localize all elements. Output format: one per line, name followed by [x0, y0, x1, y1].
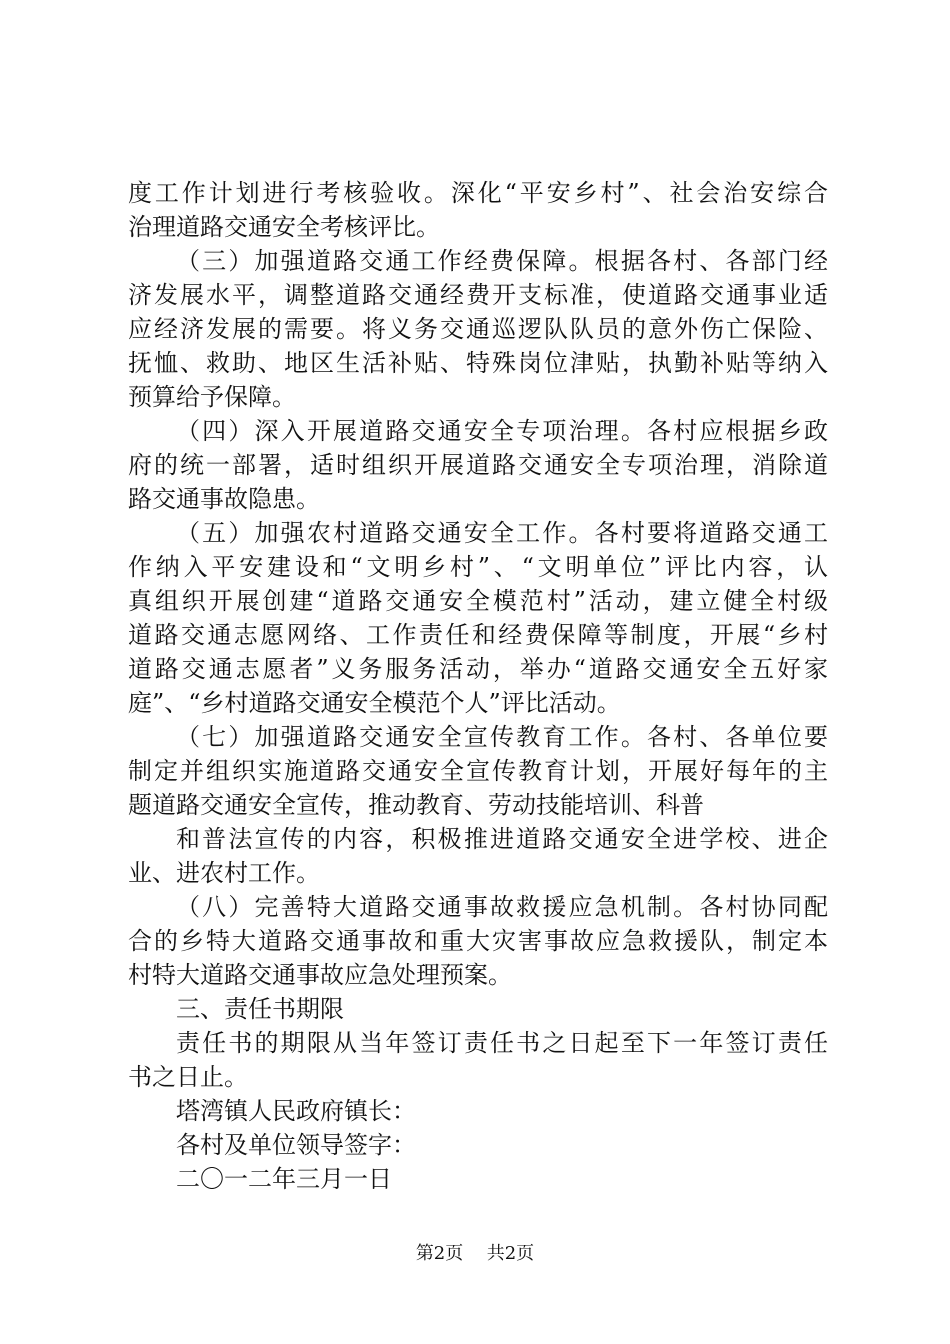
text-line: 路交通事故隐患。 [128, 485, 320, 513]
text-line: 济发展水平，调整道路交通经费开支标准，使道路交通事业适 [128, 281, 828, 309]
text-line: 塔湾镇人民政府镇长： [176, 1097, 416, 1125]
text-line: 村特大道路交通事故应急处理预案。 [128, 961, 512, 989]
text-line: 和普法宣传的内容，积极推进道路交通安全进学校、进企 [176, 825, 828, 853]
text-line: 作纳入平安建设和“文明乡村”、“文明单位”评比内容，认 [128, 553, 828, 581]
text-line: 二〇一二年三月一日 [176, 1165, 392, 1193]
text-line: 治理道路交通安全考核评比。 [128, 213, 440, 241]
text-line: 预算给予保障。 [128, 383, 296, 411]
text-line: 道路交通志愿者”义务服务活动，举办“道路交通安全五好家 [128, 655, 828, 683]
text-line: （八）完善特大道路交通事故救援应急机制。各村协同配 [176, 893, 828, 921]
text-line: 三、责任书期限 [176, 995, 344, 1023]
page-number: 第2页 [415, 1243, 464, 1264]
document-body [128, 176, 828, 1196]
text-line: 业、进农村工作。 [128, 859, 320, 887]
text-line: （三）加强道路交通工作经费保障。根据各村、各部门经 [176, 247, 828, 275]
text-line: 抚恤、救助、地区生活补贴、特殊岗位津贴，执勤补贴等纳入 [128, 349, 828, 377]
text-line: 道路交通志愿网络、工作责任和经费保障等制度，开展“乡村 [128, 621, 828, 649]
text-line: （五）加强农村道路交通安全工作。各村要将道路交通工 [176, 519, 828, 547]
text-line: 真组织开展创建“道路交通安全模范村”活动，建立健全村级 [128, 587, 828, 615]
text-line: 制定并组织实施道路交通安全宣传教育计划，开展好每年的主 [128, 757, 828, 785]
page-total: 共2页 [486, 1243, 535, 1264]
text-line: （七）加强道路交通安全宣传教育工作。各村、各单位要 [176, 723, 828, 751]
text-line: 府的统一部署，适时组织开展道路交通安全专项治理，消除道 [128, 451, 828, 479]
text-line: 度工作计划进行考核验收。深化“平安乡村”、社会治安综合 [128, 179, 828, 207]
text-line: （四）深入开展道路交通安全专项治理。各村应根据乡政 [176, 417, 828, 445]
text-line: 合的乡特大道路交通事故和重大灾害事故应急救援队，制定本 [128, 927, 828, 955]
text-line: 责任书的期限从当年签订责任书之日起至下一年签订责任 [176, 1029, 828, 1057]
text-line: 各村及单位领导签字： [176, 1131, 416, 1159]
page-footer [0, 1242, 950, 1266]
text-line: 庭”、“乡村道路交通安全模范个人”评比活动。 [128, 689, 621, 717]
text-line: 应经济发展的需要。将义务交通巡逻队队员的意外伤亡保险、 [128, 315, 828, 343]
text-line: 书之日止。 [128, 1063, 248, 1091]
text-line: 题道路交通安全宣传，推动教育、劳动技能培训、科普 [128, 791, 704, 819]
